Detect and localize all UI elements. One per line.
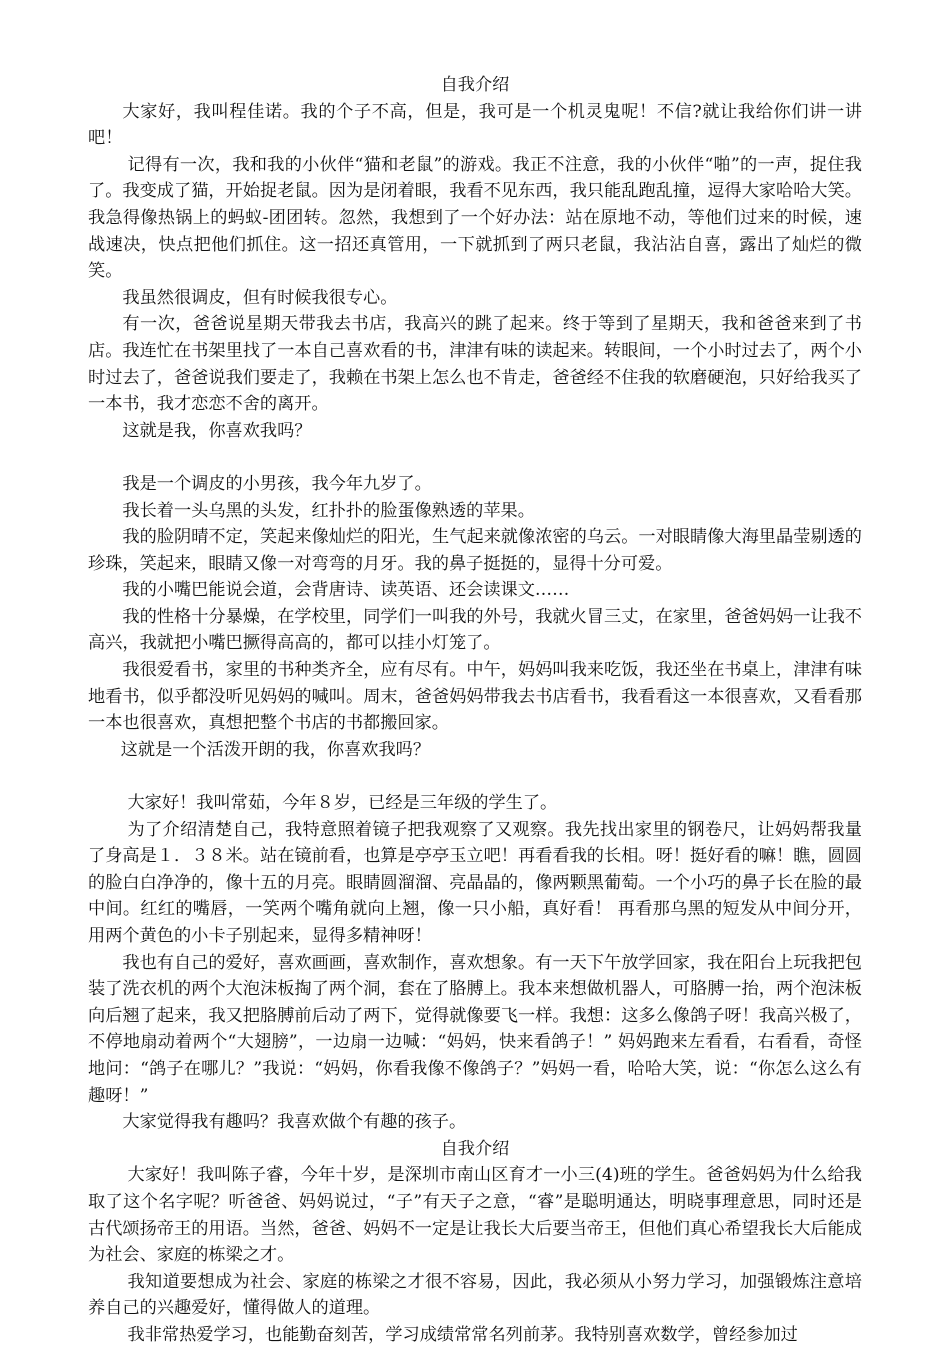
paragraph: 我虽然很调皮，但有时候我很专心。 <box>122 287 398 308</box>
paragraph: 我长着一头乌黑的头发，红扑扑的脸蛋像熟透的苹果。 <box>122 500 535 521</box>
paragraph: 这就是我，你喜欢我吗？ <box>122 420 312 441</box>
essay-title: 自我介绍 <box>440 75 510 95</box>
paragraph: 我知道要想成为社会、家庭的栋梁之才很不容易，因此，我必须从小努力学习，加强锻炼注意培养自己的兴趣爱好，懂得做人的道理。 <box>88 1271 862 1319</box>
essay-title: 自我介绍 <box>440 1138 510 1159</box>
paragraph: 记得有一次，我和我的小伙伴“猫和老鼠”的游戏。我正不注意，我的小伙伴“啪”的一声，捉住我了。我变成了猫，开始捉老鼠。因为是闭着眼，我看不见东西，我只能乱跑乱撞，逗得大家哈哈大笑。我急得像热锅上的蚂蚁-团团转。忽然，我想到了一个好办法：站在原地不动，等他们过来的时候，速战速决，快点把他们抓住。这一招还真管用，一下就抓到了两只老鼠，我沾沾自喜，露出了灿烂的微笑。 <box>88 154 862 282</box>
paragraph: 我也有自己的爱好，喜欢画画，喜欢制作，喜欢想象。有一天下午放学回家，我在阳台上玩我把包装了洗衣机的两个大泡沫板掏了两个洞，套在了胳膊上。我本来想做机器人，可胳膊一抬，两个泡沫板向后翘了起来，我又把胳膊前后动了两下，觉得就像要飞一样。我想：这多么像鸽子呀！我高兴极了，不停地扇动着两个“大翅膀”，一边扇一边喊：“妈妈，快来看鸽子！” 妈妈跑来左看看，右看看，奇怪地问：“鸽子在哪儿？”我说：“妈妈，你看我像不像鸽子？”妈妈一看，哈哈大笑，说：“你怎么这么有趣呀！” <box>88 952 862 1106</box>
essay-4 <box>88 1136 862 1349</box>
essay-3 <box>88 790 862 1136</box>
paragraph: 我的小嘴巴能说会道，会背唐诗、读英语、还会读课文…… <box>122 580 570 601</box>
paragraph: 我很爱看书，家里的书种类齐全，应有尽有。中午，妈妈叫我来吃饭，我还坐在书桌上，津津有味地看书，似乎都没听见妈妈的喊叫。周末，爸爸妈妈带我去书店看书，我看看这一本很喜欢，又看看那一本也很喜欢，真想把整个书店的书都搬回家。 <box>88 660 862 734</box>
paragraph: 为了介绍清楚自己，我特意照着镜子把我观察了又观察。我先找出家里的钢卷尺，让妈妈帮我量了身高是１．３８米。站在镜前看，也算是亭亭玉立吧！再看看我的长相。呀！挺好看的嘛！瞧，圆圆的脸白白净净的，像十五的月亮。眼睛圆溜溜、亮晶晶的，像两颗黑葡萄。一个小巧的鼻子长在脸的最中间。红红的嘴唇，一笑两个嘴角就向上翘，像一只小船，真好看！ 再看那乌黑的短发从中间分开，用两个黄色的小卡子别起来，显得多精神呀！ <box>88 819 862 946</box>
paragraph: 大家好！我叫常茹，今年８岁，已经是三年级的学生了。 <box>127 793 558 814</box>
paragraph: 大家好，我叫程佳诺。我的个子不高，但是，我可是一个机灵鬼呢！不信?就让我给你们讲一讲吧！ <box>88 101 862 149</box>
document-page <box>88 72 862 1349</box>
paragraph: 我的脸阴晴不定，笑起来像灿烂的阳光，生气起来就像浓密的乌云。一对眼睛像大海里晶莹剔透的珍珠，笑起来，眼睛又像一对弯弯的月牙。我的鼻子挺挺的，显得十分可爱。 <box>88 527 862 574</box>
blank-line <box>88 444 862 471</box>
paragraph: 大家好！我叫陈子睿，今年十岁，是深圳市南山区育才一小三(4)班的学生。爸爸妈妈为什么给我取了这个名字呢？听爸爸、妈妈说过，“子”有天子之意，“睿”是聪明通达，明晓事理意思，同时还是古代颂扬帝王的用语。当然，爸爸、妈妈不一定是让我长大后要当帝王，但他们真心希望我长大后能成为社会、家庭的栋梁之才。 <box>88 1165 862 1266</box>
paragraph: 大家觉得我有趣吗？我喜欢做个有趣的孩子。 <box>122 1112 467 1133</box>
blank-line <box>88 763 862 790</box>
paragraph: 有一次，爸爸说星期天带我去书店，我高兴的跳了起来。终于等到了星期天，我和爸爸来到了书店。我连忙在书架里找了一本自己喜欢看的书，津津有味的读起来。转眼间，一个小时过去了，两个小时过去了，爸爸说我们要走了，我赖在书架上怎么也不肯走，爸爸经不住我的软磨硬泡，只好给我买了一本书，我才恋恋不舍的离开。 <box>88 314 862 415</box>
paragraph: 我非常热爱学习，也能勤奋刻苦，学习成绩常常名列前茅。我特别喜欢数学，曾经参加过 <box>127 1324 798 1345</box>
paragraph: 这就是一个活泼开朗的我，你喜欢我吗？ <box>120 739 431 760</box>
essay-2 <box>88 471 862 764</box>
paragraph: 我是一个调皮的小男孩，我今年九岁了。 <box>122 473 432 494</box>
paragraph: 我的性格十分暴燥，在学校里，同学们一叫我的外号，我就火冒三丈，在家里，爸爸妈妈一让我不高兴，我就把小嘴巴撅得高高的，都可以挂小灯笼了。 <box>88 606 862 654</box>
essay-1 <box>88 72 862 444</box>
